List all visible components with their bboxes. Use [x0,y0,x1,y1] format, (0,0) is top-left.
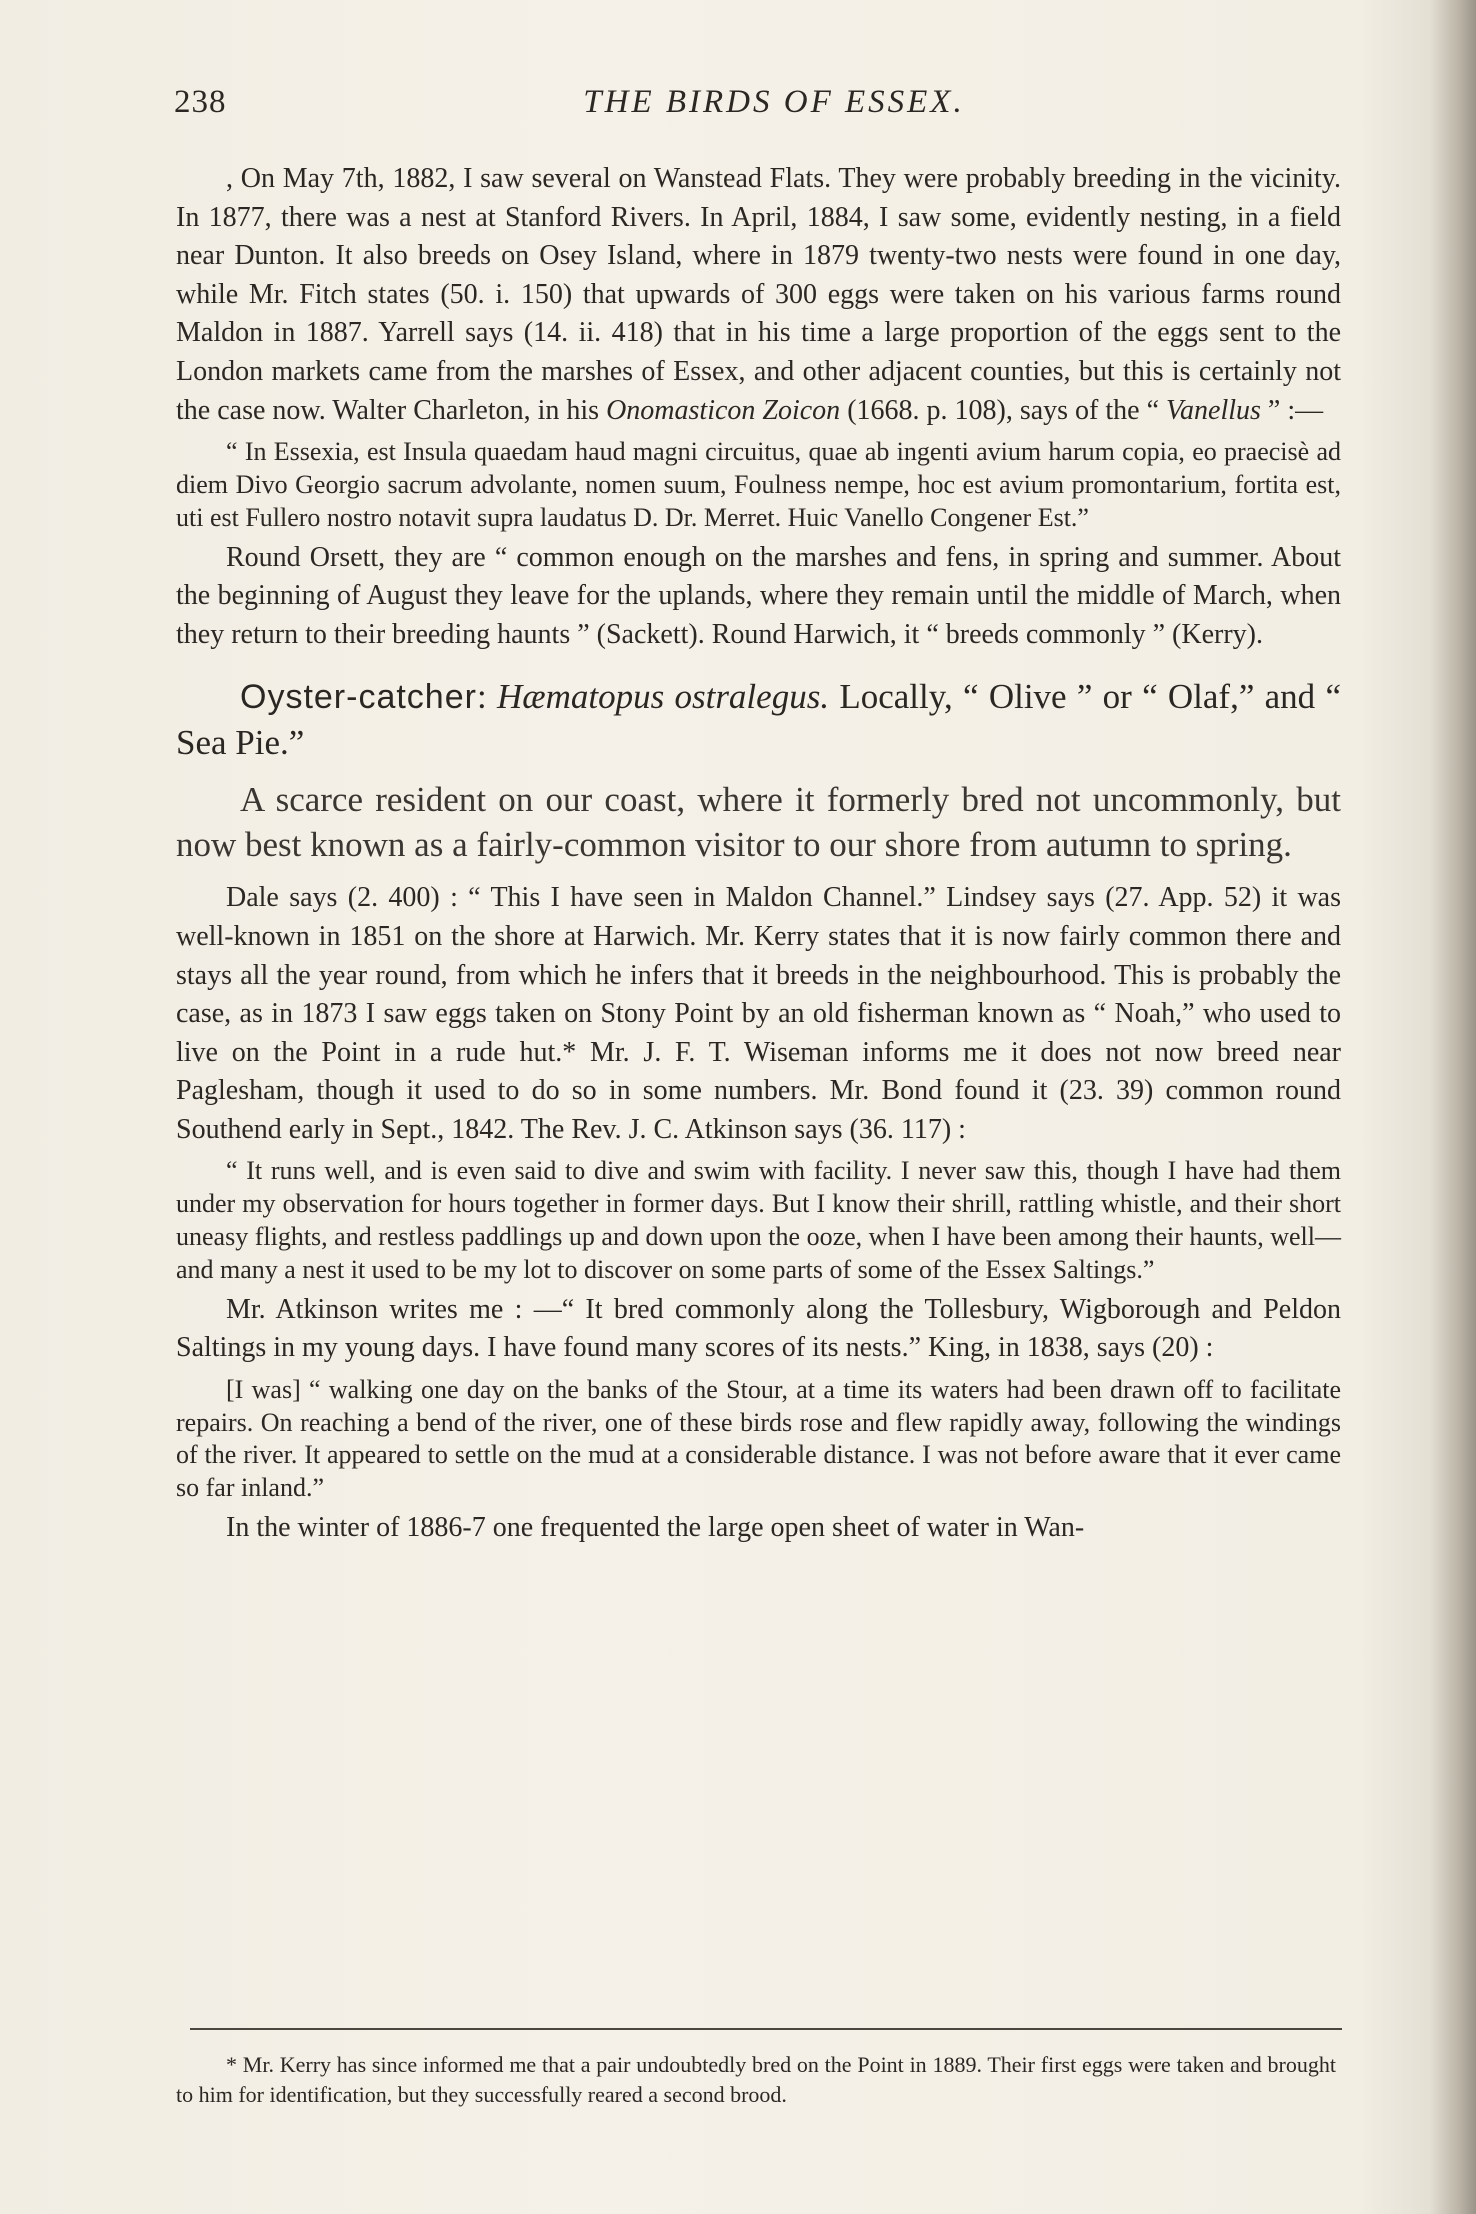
lapwing-paragraph-2: Round Orsett, they are “ common enough on the marshes and fens, in spring and summer. About the beginning of August they leave for the uplands, where they remain until the middle of March, when they return to their breeding haunts ” (Sackett). Round Harwich, it “ breeds commonly ” (Kerry). [176,541,1341,650]
page-gutter-shadow [1430,0,1476,2214]
text-run: , On May 7th, 1882, I saw several on Wanstead Flats. They were probably breeding in the vicinity. In 1877, there was a nest at Stanford Rivers. In April, 1884, I saw some, evidently nesting, in a field near Dunton. It also breeds on Osey Island, where in 1879 twenty-two nests were found in one day, while Mr. Fitch states (50. i. 150) that upwards of 300 eggs were taken on his various farms round Maldon in 1887. Yarrell says (14. ii. 418) that in his time a large proportion of the eggs sent to the London markets came from the marshes of Essex, and other adjacent counties, but this is certainly not the case now. Walter Charleton, in his [176,163,1341,426]
latin-quotation: “ In Essexia, est Insula quaedam haud magni circuitus, quae ab ingenti avium harum copia, eo praecisè ad diem Divo Georgio sacrum advolante, nomen suum, Foulness nempe, hoc est avium promontarium, fortita est, uti est Fullero nostro notavit supra laudatus D. Dr. Merret. Huic Vanello Congener Est.” [176,437,1341,532]
oystercatcher-paragraph-1: Dale says (2. 400) : “ This I have seen in Maldon Channel.” Lindsey says (27. App. 52) it was well-known in 1851 on the shore at Harwich. Mr. Kerry states that it is now fairly common there and stays all the year round, from which he infers that it breeds in the neighbourhood. This is probably the case, as in 1873 I saw eggs taken on Stony Point by an old fisherman known as “ Noah,” who used to live on the Point in a rude hut.* Mr. J. F. T. Wiseman informs me it does not now breed near Paglesham, though it used to do so in some numbers. Mr. Bond found it (23. 39) common round Southend early in Sept., 1842. The Rev. J. C. Atkinson says (36. 117) : [176,882,1341,1145]
species-latin-name: Hæmatopus ostralegus. [496,677,830,717]
running-title: THE BIRDS OF ESSEX. [583,84,965,120]
footnote: * Mr. Kerry has since informed me that a pair undoubtedly bred on the Point in 1889. Their first eggs were taken and brought to him for identification, but they successfully reared a second brood. [176,2052,1336,2107]
text-run: ” :— [1260,394,1324,426]
text-run: (1668. p. 108), says of the “ [840,394,1167,426]
book-title-italic: Onomasticon Zoicon [606,394,841,426]
page-number: 238 [174,84,227,120]
oystercatcher-paragraph-2: Mr. Atkinson writes me : —“ It bred commonly along the Tollesbury, Wigborough and Peldon Saltings in my young days. I have found many scores of its nests.” King, in 1838, says (20) : [176,1293,1341,1364]
species-name: Oyster-catcher [240,678,477,717]
species-status: A scarce resident on our coast, where it formerly bred not uncommonly, but now best known as a fairly-common visitor to our shore from autumn to spring. [176,780,1341,865]
king-quotation: [I was] “ walking one day on the banks of the Stour, at a time its waters had been drawn off to facilitate repairs. On reaching a bend of the river, one of these birds rose and flew rapidly away, following the windings of the river. It appeared to settle on the mud at a considerable distance. I was not before aware that it ever came so far inland.” [176,1374,1341,1503]
page-header [174,84,1334,134]
species-heading [176,674,1341,765]
lapwing-paragraph-1 [176,160,1341,430]
heading-colon: : [476,677,497,717]
oystercatcher-paragraph-3: In the winter of 1886-7 one frequented the large open sheet of water in Wan- [226,1512,1085,1544]
species-local-names: Locally, “ Olive ” or “ Olaf,” and “ Sea Pie.” [176,677,1341,763]
text-column [176,160,1341,1548]
footnote-divider [190,2028,1342,2030]
atkinson-quotation: “ It runs well, and is even said to dive and swim with facility. I never saw this, though I have had them under my observation for hours together in former days. But I know their shrill, rattling whistle, and their short uneasy flights, and restless paddlings up and down upon the ooze, when I have been among their haunts, well—and many a nest it used to be my lot to discover on some parts of some of the Essex Saltings.” [176,1156,1341,1284]
latin-term-italic: Vanellus [1166,394,1261,426]
